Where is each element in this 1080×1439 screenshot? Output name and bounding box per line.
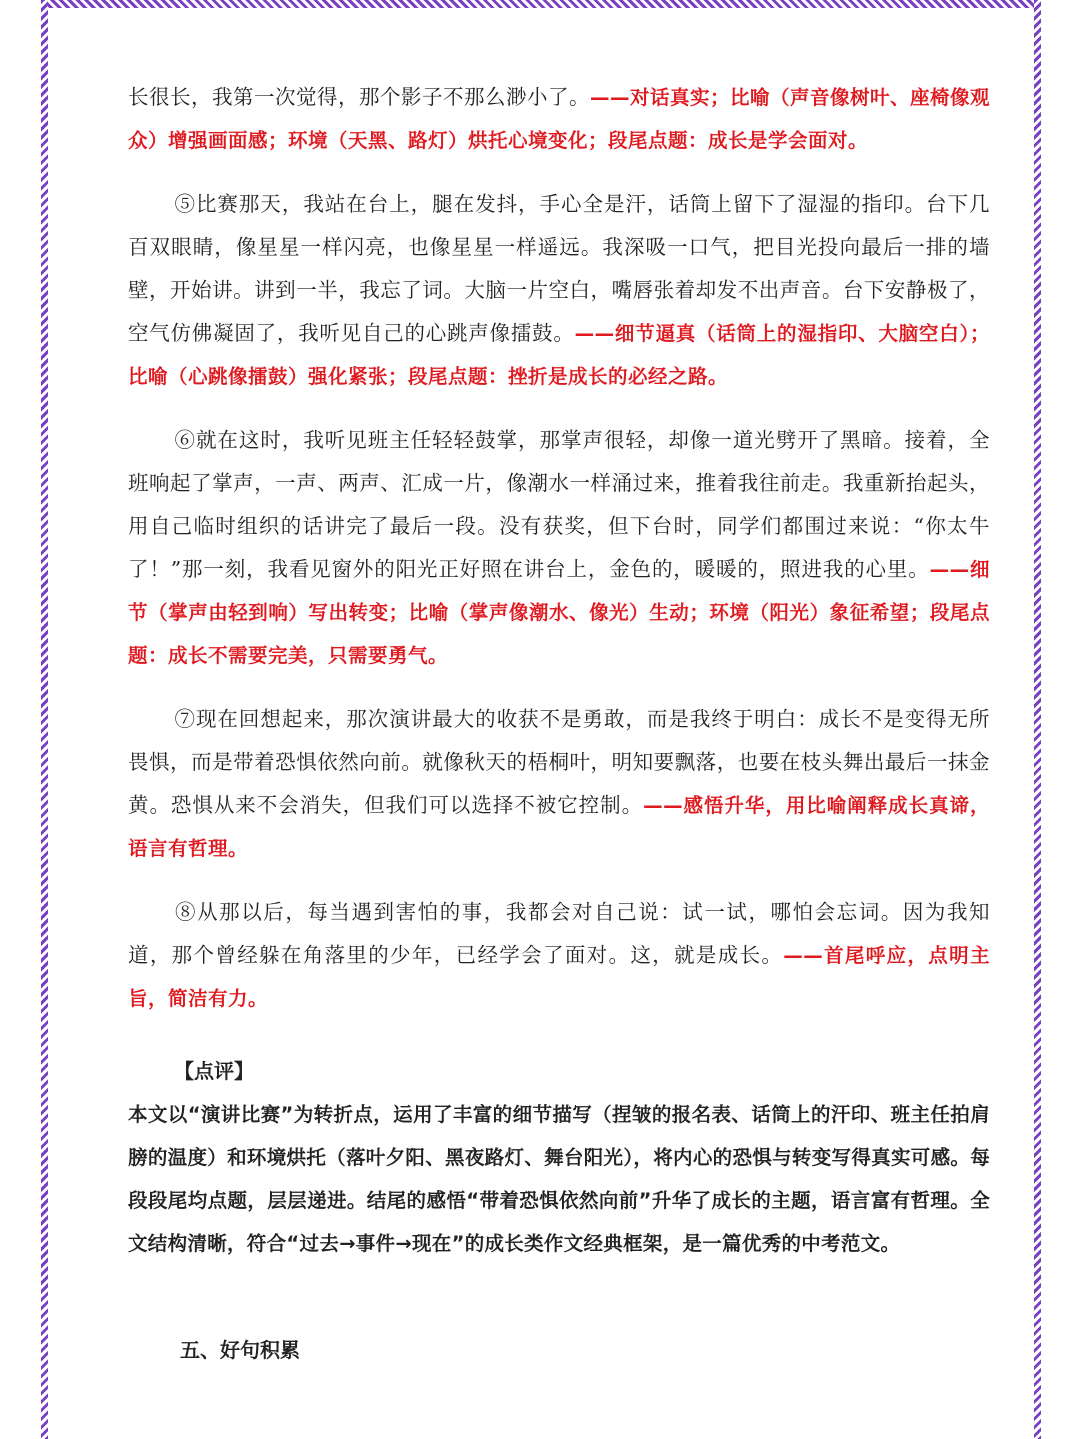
paragraph-8	[128, 891, 990, 1020]
review-text: 本文以“演讲比赛”为转折点，运用了丰富的细节描写（捏皱的报名表、话筒上的汗印、班主任拍肩膀的温度）和环境烘托（落叶夕阳、黑夜路灯、舞台阳光），将内心的恐惧与转变写得真实可感。每段段尾均点题，层层递进。结尾的感悟“带着恐惧依然向前”升华了成长的主题，语言富有哲理。全文结构清晰，符合“过去→事件→现在”的成长类作文经典框架，是一篇优秀的中考范文。	[128, 1103, 990, 1255]
paragraph-text: 长很长，我第一次觉得，那个影子不那么渺小了。	[128, 85, 590, 109]
paragraph-6	[128, 419, 990, 677]
paragraph-annotation: ——对话真实；比喻（声音像树叶、座椅像观众）增强画面感；环境（天黑、路灯）烘托心境变化；段尾点题：成长是学会面对。	[128, 86, 991, 152]
paragraph-annotation: ——首尾呼应，点明主旨，简洁有力。	[128, 944, 990, 1010]
review-heading: 【点评】	[174, 1059, 254, 1083]
paragraph-text: ⑤比赛那天，我站在台上，腿在发抖，手心全是汗，话筒上留下了湿湿的指印。台下几百双眼睛，像星星一样闪亮，也像星星一样遥远。我深吸一口气，把目光投向最后一排的墙壁，开始讲。讲到一半，我忘了词。大脑一片空白，嘴唇张着却发不出声音。台下安静极了，空气仿佛凝固了，我听见自己的心跳声像擂鼓。	[128, 192, 990, 345]
paragraph-annotation: ——感悟升华，用比喻阐释成长真谛，语言有哲理。	[128, 794, 990, 860]
paragraph-5	[128, 183, 990, 398]
paragraph-text: ⑥就在这时，我听见班主任轻轻鼓掌，那掌声很轻，却像一道光劈开了黑暗。接着，全班响起了掌声，一声、两声、汇成一片，像潮水一样涌过来，推着我往前走。我重新抬起头，用自己临时组织的话讲完了最后一段。没有获奖，但下台时，同学们都围过来说：“你太牛了！”那一刻，我看见窗外的阳光正好照在讲台上，金色的，暖暖的，照进我的心里。	[128, 428, 990, 581]
section-heading: 五、好句积累	[180, 1338, 300, 1362]
paragraph-text: ⑦现在回想起来，那次演讲最大的收获不是勇敢，而是我终于明白：成长不是变得无所畏惧，而是带着恐惧依然向前。就像秋天的梧桐叶，明知要飘落，也要在枝头舞出最后一抹金黄。恐惧从来不会消失，但我们可以选择不被它控制。	[128, 707, 990, 817]
paragraph-text: ⑧从那以后，每当遇到害怕的事，我都会对自己说：试一试，哪怕会忘词。因为我知道，那个曾经躲在角落里的少年，已经学会了面对。这，就是成长。	[128, 900, 990, 967]
page-border-right	[1034, 0, 1041, 1439]
paragraph-annotation: ——细节逼真（话筒上的湿指印、大脑空白）；比喻（心跳像擂鼓）强化紧张；段尾点题：挫折是成长的必经之路。	[128, 322, 990, 388]
document-body	[128, 76, 990, 1372]
paragraph-4-end	[128, 76, 990, 162]
page-border-top	[41, 0, 1041, 8]
page-border-left	[41, 0, 48, 1439]
paragraph-annotation: ——细节（掌声由轻到响）写出转变；比喻（掌声像潮水、像光）生动；环境（阳光）象征希望；段尾点题：成长不需要完美，只需要勇气。	[128, 558, 990, 667]
paragraph-7	[128, 698, 990, 870]
